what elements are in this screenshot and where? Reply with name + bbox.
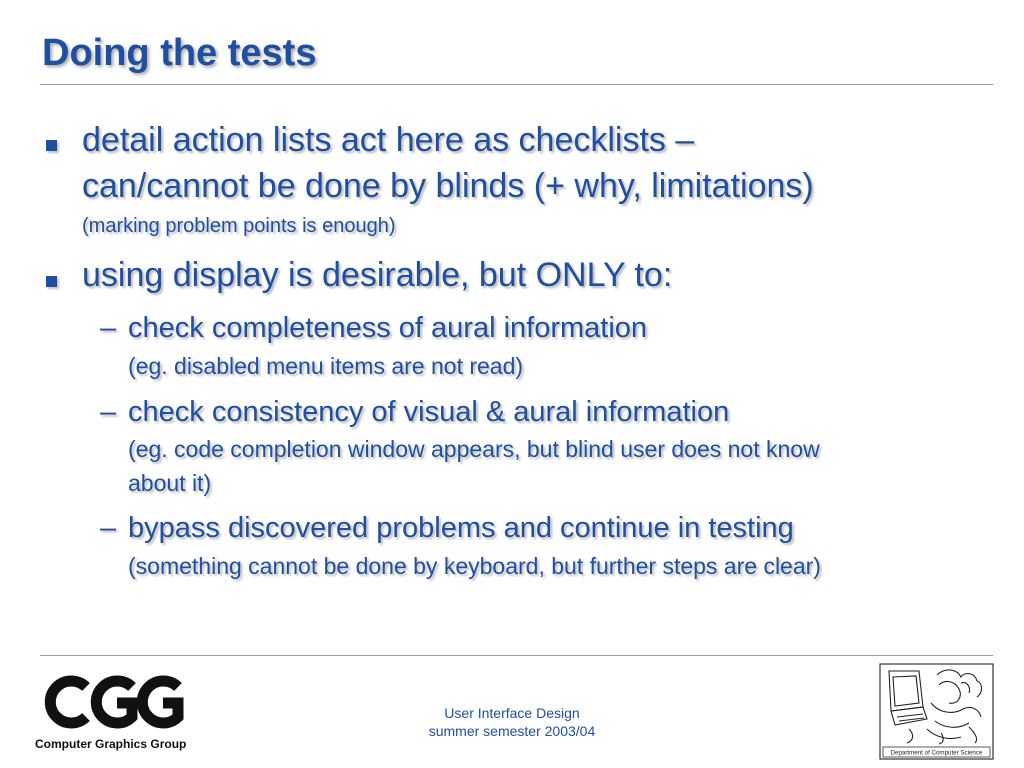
department-lion-logo-icon [879,663,994,760]
bullet-square-icon [46,140,57,151]
sub-item-dash: – [100,312,117,344]
title-divider [40,84,993,85]
bullet-1-note: (marking problem points is enough) [82,215,396,237]
slide-title: Doing the tests [42,32,317,74]
sub-item-3-text: bypass discovered problems and continue in testing [128,512,794,544]
bullet-1-line-2: can/cannot be done by blinds (+ why, limitations) [82,167,814,205]
group-name: Computer Graphics Group [35,737,187,751]
sub-item-dash: – [100,396,117,428]
sub-item-3-note: (something cannot be done by keyboard, but further steps are clear) [128,553,821,579]
svg-text:Department of Computer Science: Department of Computer Science [890,749,983,757]
sub-item-2-note-line-1: (eg. code completion window appears, but blind user does not know [128,436,820,462]
sub-item-2-text: check consistency of visual & aural information [128,396,730,428]
sub-item-1-note: (eg. disabled menu items are not read) [128,353,524,379]
bullet-2-line-1: using display is desirable, but ONLY to: [82,256,673,294]
sub-item-dash: – [100,512,117,544]
footer-semester: summer semester 2003/04 [428,723,596,739]
sub-item-2-note-line-2: about it) [128,470,212,496]
bullet-1-line-1: detail action lists act here as checklists – [82,121,695,159]
footer-course: User Interface Design [444,705,580,721]
footer-course-info [0,704,1024,740]
bullet-square-icon [46,276,57,287]
footer-divider [40,655,993,656]
sub-item-1-text: check completeness of aural information [128,312,648,344]
